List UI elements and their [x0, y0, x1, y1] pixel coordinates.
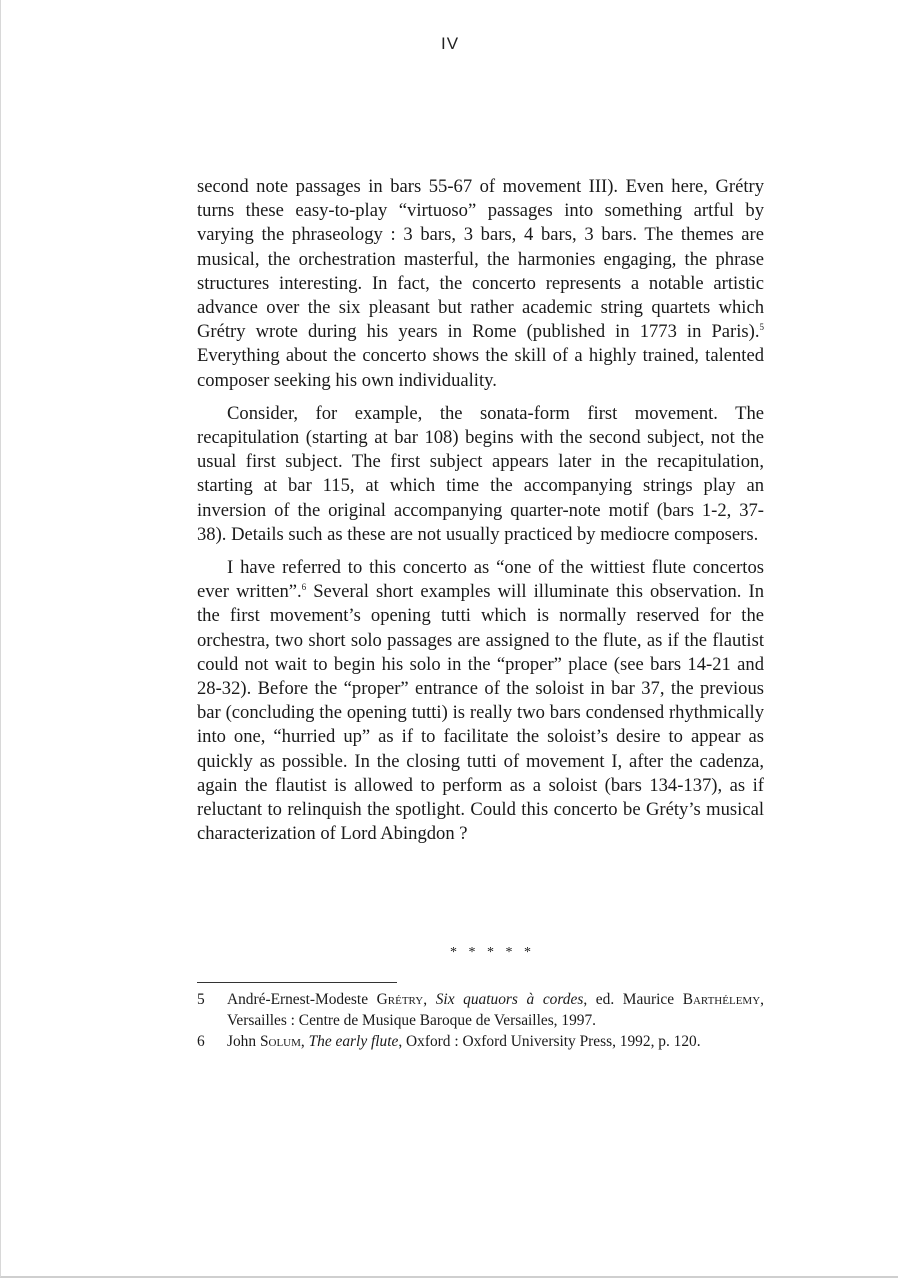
footnote-ref-5[interactable]: 5	[759, 322, 764, 333]
paragraph-3-head: I have referred to this concerto as “one of the wittiest flute concertos ever written”.	[197, 557, 764, 603]
footnote-title: The early flute	[308, 1033, 399, 1050]
paragraph-1	[197, 175, 764, 393]
footnote-author-first: André-Ernest-Modeste	[227, 991, 377, 1008]
footnote-ref-6[interactable]: 6	[301, 582, 307, 593]
section-separator: * * * * *	[450, 945, 535, 960]
footnote-5	[197, 990, 764, 1031]
paragraph-1-text: second note passages in bars 55-67 of movement III). Even here, Grétry turns these easy-to-play “virtuoso” passages into something artful by varying the phraseology : 3 bars, 3 bars, 4 bars, 3 bars. The themes are musical, the orchestration masterful, the harmonies engaging, the phrase structures interesting. In fact, the concerto represents a notable artistic advance over the six pleasant but rather academic string quartets which Grétry wrote during his years in Rome (published in 1773 in Paris).	[197, 176, 764, 343]
footnote-publication: , Oxford : Oxford University Press, 1992, p. 120.	[398, 1033, 701, 1050]
footnote-6	[197, 1032, 764, 1053]
footnote-editor-prefix: , ed. Maurice	[583, 991, 683, 1008]
footnote-author-first: John	[227, 1033, 260, 1050]
footnote-editor-last: Barthélemy	[682, 991, 761, 1008]
footnote-separator: ,	[423, 991, 436, 1008]
footnote-text	[227, 1032, 764, 1053]
footnotes	[197, 990, 764, 1054]
footnote-number: 6	[197, 1033, 205, 1050]
footnote-divider	[197, 982, 397, 983]
page-number: IV	[440, 34, 460, 53]
footnote-publication: , Versailles : Centre de Musique Baroque de Versailles, 1997.	[227, 991, 764, 1029]
footnote-author-last: Solum	[259, 1033, 301, 1050]
paragraph-2: Consider, for example, the sonata-form first movement. The recapitulation (starting at bar 108) begins with the second subject, not the usual first subject. The first subject appears later in the recapitulation, starting at bar 115, at which time the accompanying strings play an inversion of the original accompanying quarter-note motif (bars 1-2, 37-38). Details such as these are not usually practiced by mediocre composers.	[197, 402, 764, 545]
footnote-text	[227, 990, 764, 1031]
paragraph-3-tail: Several short examples will illuminate this observation. In the first movement’s opening tutti which is normally reserved for the orchestra, two short solo passages are assigned to the flute, as if the flautist could not wait to begin his solo in the “proper” place (see bars 14-21 and 28-32). Before the “proper” entrance of the soloist in bar 37, the previous bar (concluding the opening tutti) is really two bars condensed rhythmically into one, “hurried up” as if to facilitate the soloist’s desire to appear as quickly as possible. In the closing tutti of movement I, after the cadenza, again the flautist is allowed to perform as a soloist (bars 134-137), as if reluctant to relinquish the spotlight. Could this concerto be Gréty’s musical characterization of Lord Abingdon ?	[197, 581, 764, 845]
footnote-number: 5	[197, 991, 205, 1008]
body-text	[197, 175, 764, 855]
footnote-separator: ,	[300, 1033, 309, 1050]
paragraph-1-tail: Everything about the concerto shows the skill of a highly trained, talented composer seeking his own individuality.	[197, 345, 764, 391]
footnote-author-last: Grétry	[376, 991, 424, 1008]
paragraph-3	[197, 556, 764, 846]
footnote-title: Six quatuors à cordes	[435, 991, 584, 1008]
